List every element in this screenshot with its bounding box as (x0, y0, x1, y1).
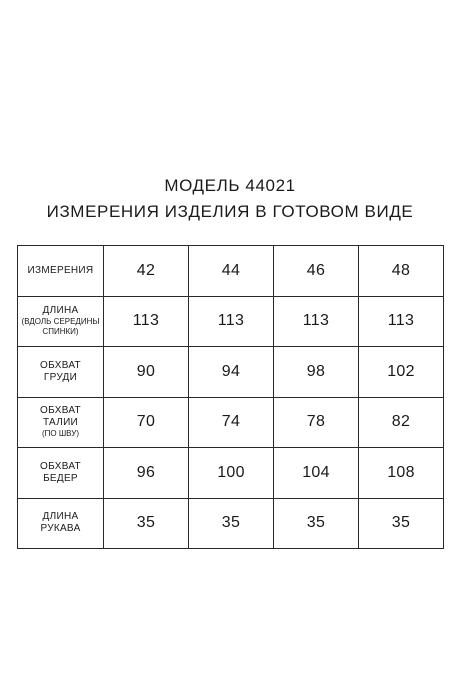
table-row (18, 397, 444, 448)
row-label-measurements (18, 246, 104, 297)
measurements-subtitle: ИЗМЕРЕНИЯ ИЗДЕЛИЯ В ГОТОВОМ ВИДЕ (46, 202, 414, 221)
table-row (18, 347, 444, 398)
measurement-value: 94 (189, 347, 274, 398)
measurement-value: 104 (274, 448, 359, 499)
row-label-line: БЕДЕР (43, 472, 78, 484)
row-label-line: ИЗМЕРЕНИЯ (27, 264, 94, 276)
measurement-value: 98 (274, 347, 359, 398)
row-label-line: ОБХВАТ (40, 359, 81, 371)
row-label-line: ОБХВАТ (40, 460, 81, 472)
measurement-value: 35 (274, 498, 359, 549)
row-label-note: (ПО ШВУ) (41, 429, 79, 439)
size-value: 48 (359, 246, 444, 297)
size-value: 44 (189, 246, 274, 297)
row-label-line: ГРУДИ (43, 371, 78, 383)
measurement-value: 113 (359, 296, 444, 347)
row-label-waist (18, 397, 104, 448)
row-label-note: (ВДОЛЬ СЕРЕДИНЫ (21, 317, 100, 327)
measurement-value: 90 (104, 347, 189, 398)
measurement-value: 96 (104, 448, 189, 499)
size-value: 46 (274, 246, 359, 297)
measurement-value: 108 (359, 448, 444, 499)
measurement-value: 35 (359, 498, 444, 549)
row-label-line: ОБХВАТ (40, 405, 81, 417)
measurement-value: 70 (104, 397, 189, 448)
measurement-value: 113 (104, 296, 189, 347)
measurement-value: 74 (189, 397, 274, 448)
size-value: 42 (104, 246, 189, 297)
row-label-chest (18, 347, 104, 398)
row-label-hips (18, 448, 104, 499)
row-label-sleeve-length (18, 498, 104, 549)
row-label-line: ТАЛИИ (42, 417, 79, 429)
measurement-value: 113 (274, 296, 359, 347)
size-chart-table (17, 245, 444, 549)
measurement-value: 113 (189, 296, 274, 347)
measurement-value: 35 (189, 498, 274, 549)
row-label-line: ДЛИНА (42, 305, 79, 317)
measurement-value: 102 (359, 347, 444, 398)
row-label-length (18, 296, 104, 347)
measurement-value: 78 (274, 397, 359, 448)
measurement-value: 82 (359, 397, 444, 448)
model-title: МОДЕЛЬ 44021 (164, 176, 296, 195)
table-row (18, 246, 444, 297)
measurement-value: 100 (189, 448, 274, 499)
row-label-line: РУКАВА (40, 523, 81, 535)
table-row (18, 498, 444, 549)
row-label-line: ДЛИНА (42, 511, 79, 523)
row-label-note: СПИНКИ) (42, 327, 79, 337)
measurement-value: 35 (104, 498, 189, 549)
table-row (18, 448, 444, 499)
table-row (18, 296, 444, 347)
